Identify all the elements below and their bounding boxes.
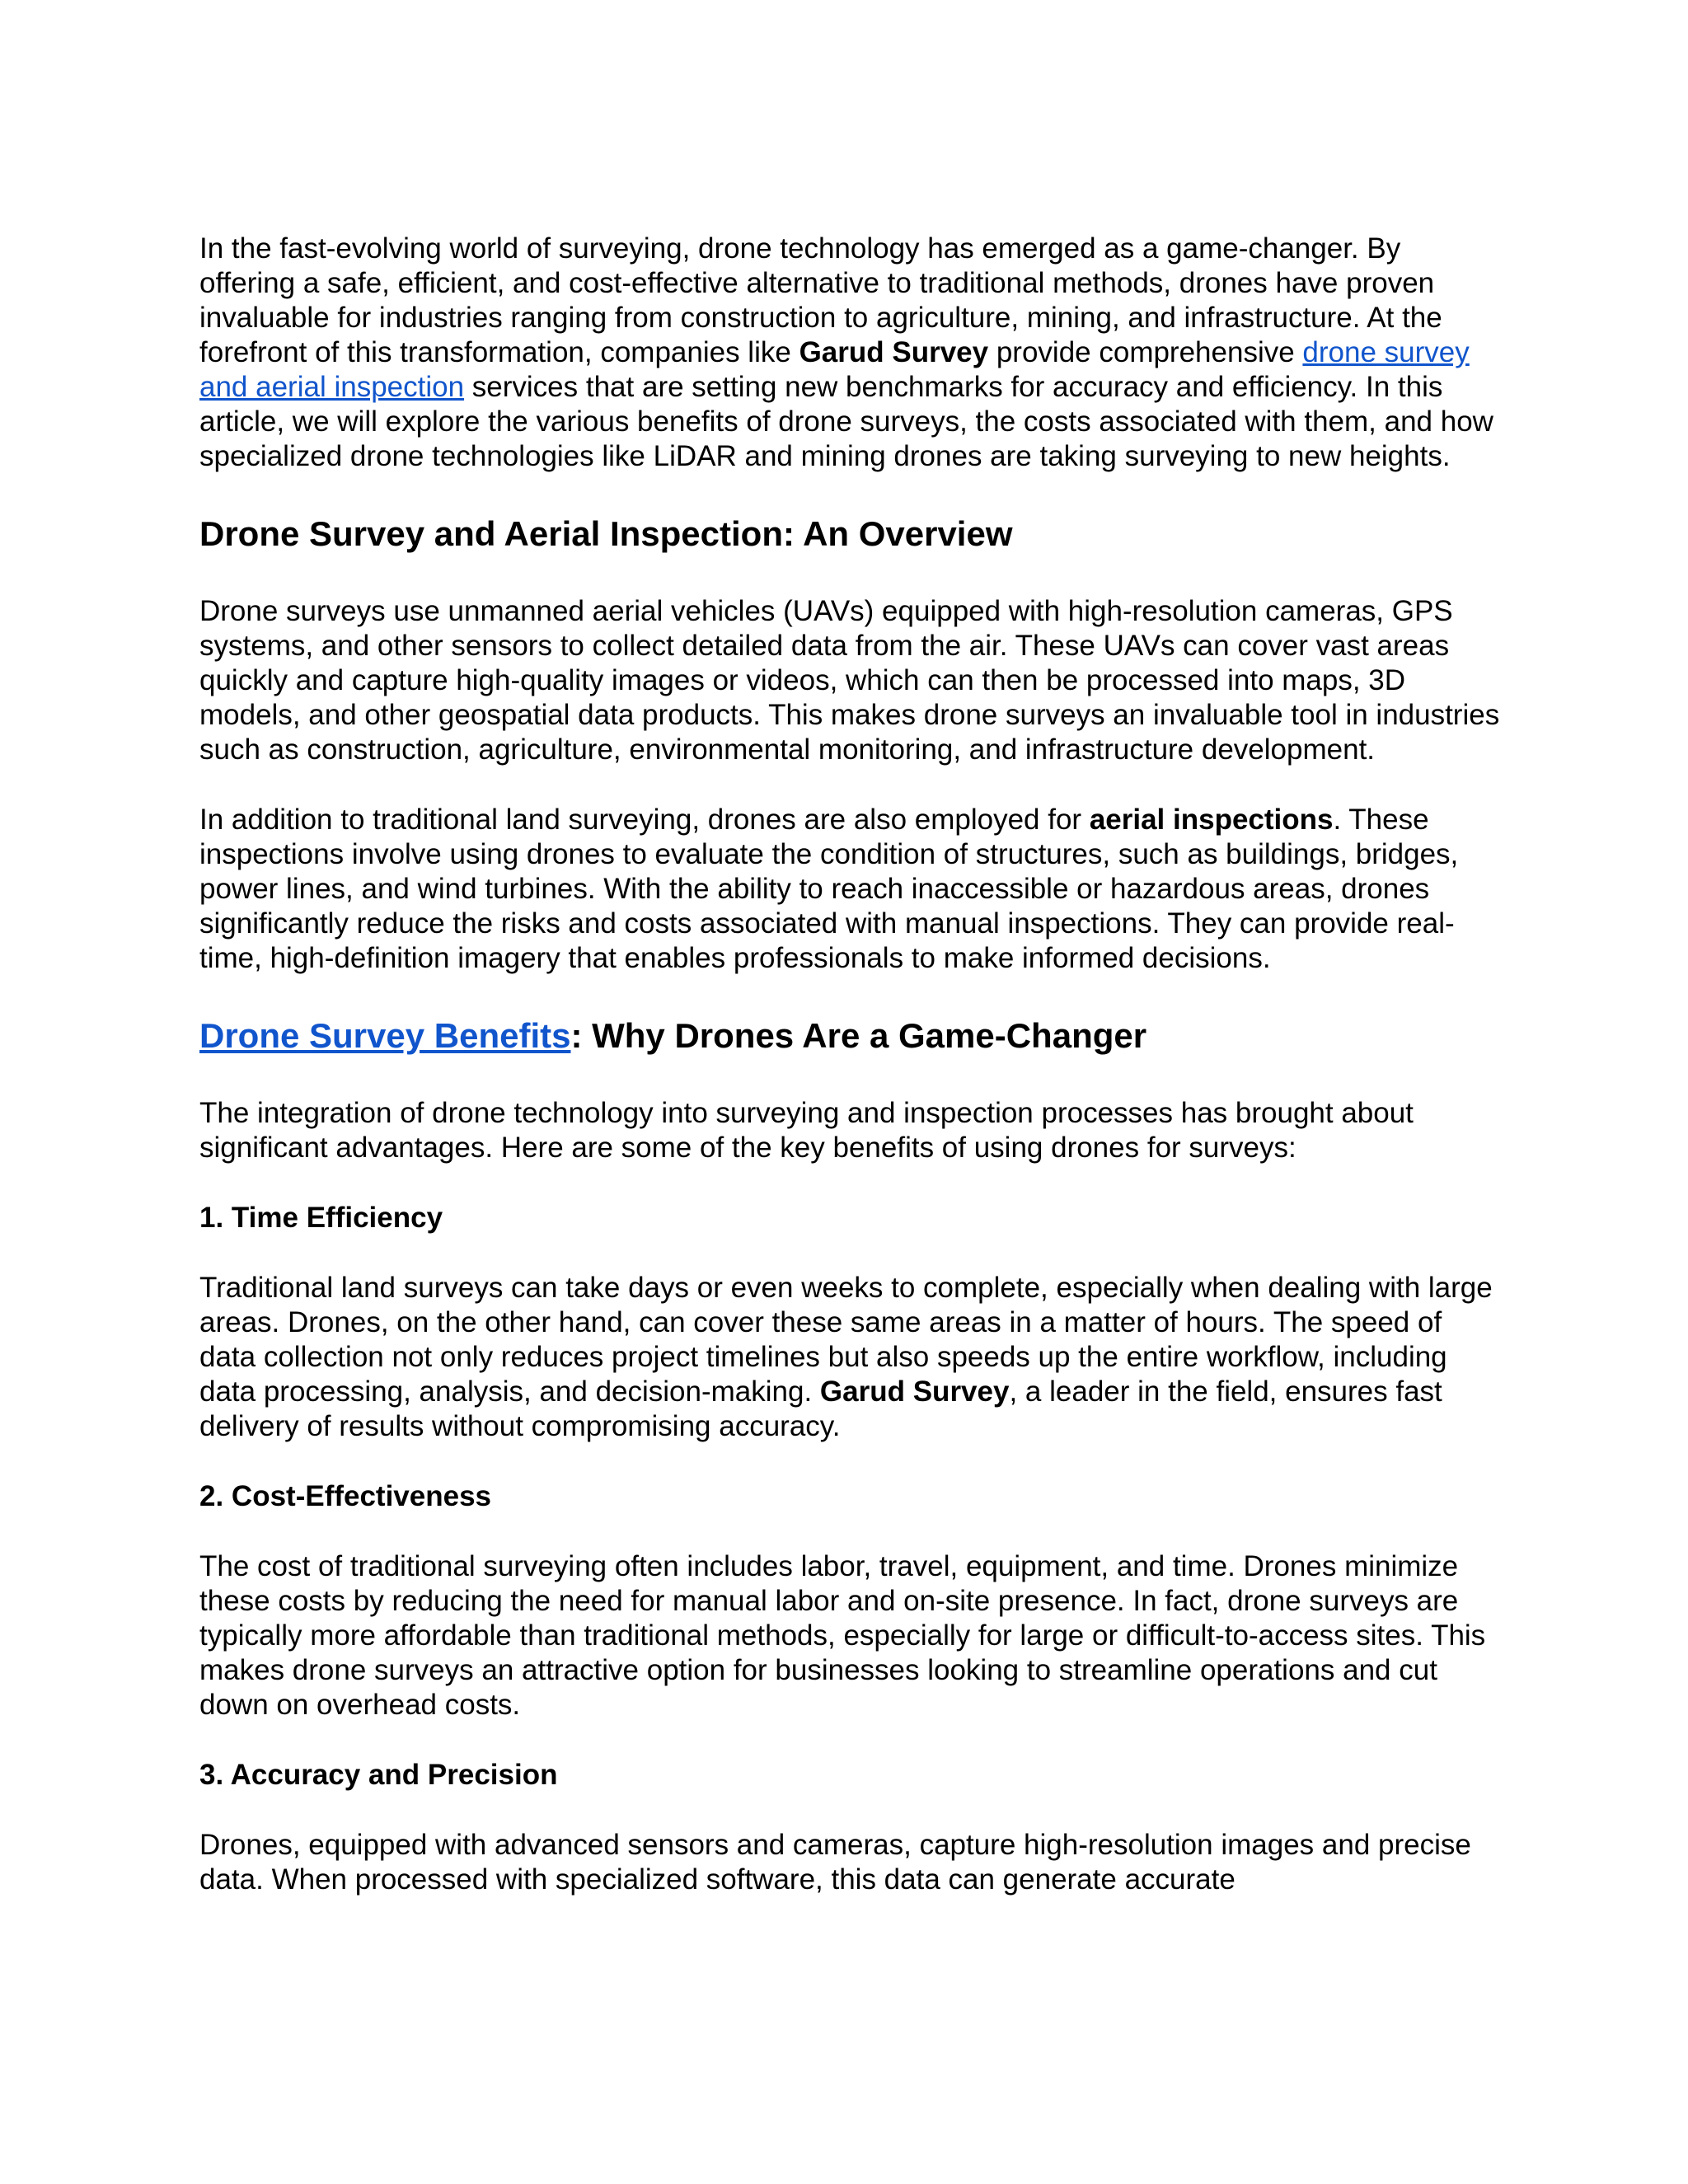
drone-survey-benefits-link[interactable]: Drone Survey Benefits [199, 1016, 571, 1055]
brand-name: Garud Survey [819, 1376, 1010, 1408]
accuracy-paragraph: Drones, equipped with advanced sensors and cameras, capture high-resolution images and precise data. When processed with specialized software, this data can generate accurate [199, 1829, 1471, 1896]
benefits-heading: Drone Survey Benefits: Why Drones Are a Game-Changer [199, 1016, 1147, 1055]
time-efficiency-heading: 1. Time Efficiency [199, 1202, 443, 1234]
overview-paragraph-1: Drone surveys use unmanned aerial vehicles (UAVs) equipped with high-resolution cameras, GPS systems, and other sensors to collect detailed data from the air. These UAVs can cover vast areas quickly and capture high-quality images or videos, which can then be processed into maps, 3D models, and other geospatial data products. This makes drone surveys an invaluable tool in industries such as construction, agriculture, environmental monitoring, and infrastructure development. [199, 595, 1500, 766]
cost-effectiveness-paragraph: The cost of traditional surveying often includes labor, travel, equipment, and time. Drones minimize these costs by reducing the need for manual labor and on-site presence. In fact, drone surveys are typically more affordable than traditional methods, especially for large or difficult-to-access sites. This makes drone surveys an attractive option for businesses looking to streamline operations and cut down on overhead costs. [199, 1550, 1486, 1721]
benefits-intro: The integration of drone technology into surveying and inspection processes has brought about significant advantages. Here are some of the key benefits of using drones for surveys: [199, 1097, 1414, 1164]
document-page [199, 232, 1502, 1897]
intro-paragraph: In the fast-evolving world of surveying, drone technology has emerged as a game-changer. By offering a safe, efficient, and cost-effective alternative to traditional methods, drones have proven invaluable for industries ranging from construction to agriculture, mining, and infrastructure. At the forefront of this transformation, companies like Garud Survey provide comprehensive drone survey and aerial inspection services that are setting new benchmarks for accuracy and efficiency. In this article, we will explore the various benefits of drone surveys, the costs associated with them, and how specialized drone technologies like LiDAR and mining drones are taking surveying to new heights. [199, 232, 1493, 472]
time-efficiency-paragraph: Traditional land surveys can take days or even weeks to complete, especially when dealing with large areas. Drones, on the other hand, can cover these same areas in a matter of hours. The speed of data collection not only reduces project timelines but also speeds up the entire workflow, including data processing, analysis, and decision-making. Garud Survey, a leader in the field, ensures fast delivery of results without compromising accuracy. [199, 1272, 1493, 1442]
accuracy-heading: 3. Accuracy and Precision [199, 1759, 558, 1791]
brand-name: Garud Survey [799, 336, 989, 368]
cost-effectiveness-heading: 2. Cost-Effectiveness [199, 1480, 492, 1512]
drone-survey-link[interactable]: drone survey and aerial inspection [199, 336, 1470, 403]
overview-heading: Drone Survey and Aerial Inspection: An Overview [199, 514, 1013, 553]
overview-paragraph-2: In addition to traditional land surveying, drones are also employed for aerial inspections. These inspections involve using drones to evaluate the condition of structures, such as buildings, bridges, power lines, and wind turbines. With the ability to reach inaccessible or hazardous areas, drones significantly reduce the risks and costs associated with manual inspections. They can provide real-time, high-definition imagery that enables professionals to make informed decisions. [199, 804, 1459, 974]
aerial-inspections-bold: aerial inspections [1089, 804, 1334, 836]
